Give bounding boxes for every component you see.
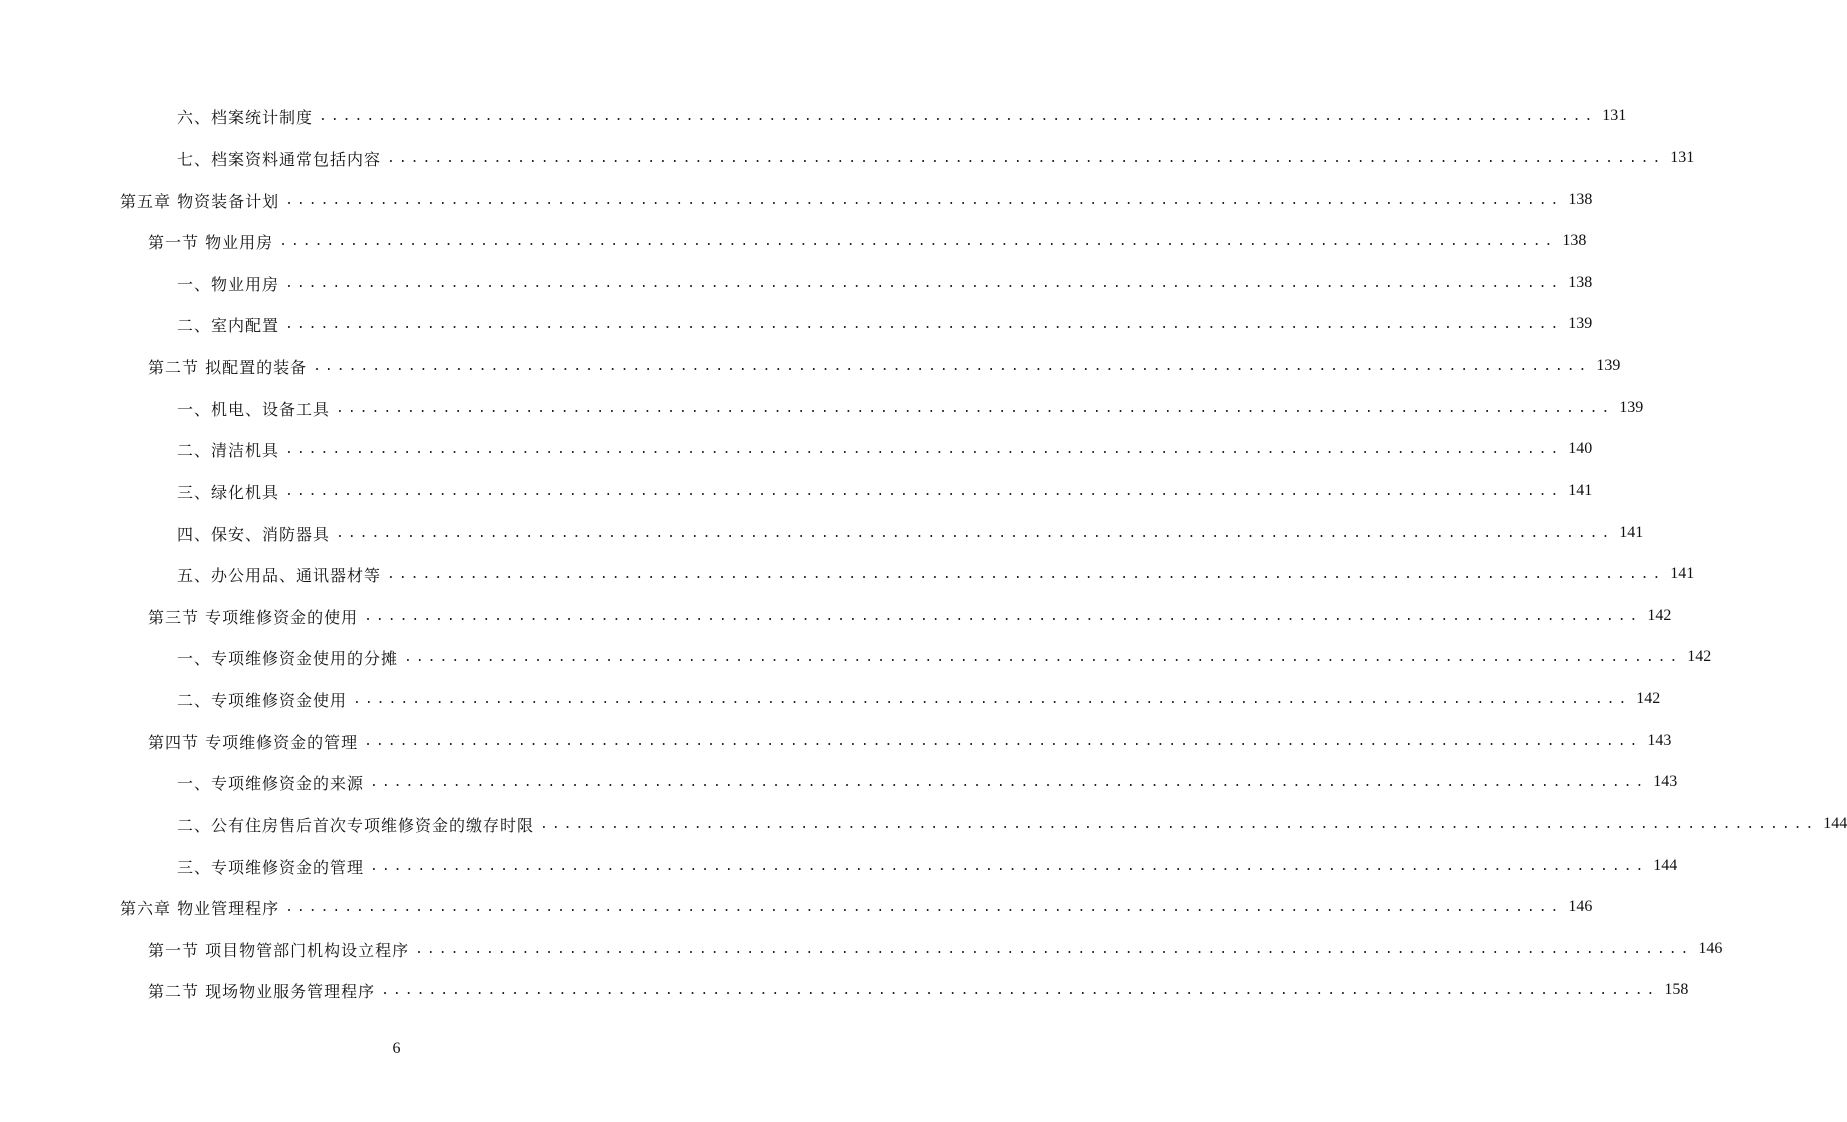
toc-entry[interactable] [120,180,1593,220]
page-number: 6 [392,1040,401,1057]
toc-entry-title: 二、专项维修资金使用 [177,690,348,710]
toc-entry-page: 144 [1823,815,1847,832]
dot-leader: ............................................................................................................ [285,441,1563,457]
toc-entry-title: 一、物业用房 [177,274,280,294]
dot-leader: ............................................................................................................ [540,816,1818,832]
dot-leader: ............................................................................................................ [279,233,1557,249]
toc-entry-page: 139 [1596,357,1621,374]
toc-entry[interactable] [177,388,1644,428]
toc-entry-page: 138 [1568,274,1593,291]
toc-entry-page: 141 [1619,524,1644,541]
toc-entry-page: 138 [1568,191,1593,208]
dot-leader: ............................................................................................................ [404,649,1682,665]
toc-entry-title: 二、室内配置 [177,315,280,335]
toc-entry[interactable] [177,471,1593,511]
toc-entry-title: 第三节 专项维修资金的使用 [148,607,359,627]
toc-entry-title: 七、档案资料通常包括内容 [177,149,382,169]
toc-entry[interactable] [177,513,1644,553]
toc-entry[interactable] [177,762,1678,802]
toc-entry[interactable] [148,346,1621,386]
dot-leader: ............................................................................................................ [336,400,1614,416]
toc-entry[interactable] [120,887,1593,927]
toc-entry[interactable] [177,804,1847,844]
toc-entry-page: 139 [1568,315,1593,332]
dot-leader: ............................................................................................................ [285,275,1563,291]
dot-leader: ............................................................................................................ [285,483,1563,499]
toc-entry-title: 二、清洁机具 [177,440,280,460]
toc-entry-page: 144 [1653,857,1678,874]
toc-entry[interactable] [148,929,1723,969]
dot-leader: ............................................................................................................ [364,733,1642,749]
toc-entry-page: 142 [1687,648,1712,665]
dot-leader: ............................................................................................................ [285,316,1563,332]
toc-entry-title: 第六章 物业管理程序 [120,898,280,918]
dot-leader: ............................................................................................................ [285,192,1563,208]
toc-entry-title: 第二节 现场物业服务管理程序 [148,981,376,1001]
dot-leader: ............................................................................................................ [370,858,1648,874]
toc-entry[interactable] [148,596,1672,636]
toc-entry[interactable] [148,721,1672,761]
toc-entry-page: 142 [1636,690,1661,707]
dot-leader: ............................................................................................................ [285,899,1563,915]
toc-entry-title: 三、绿化机具 [177,482,280,502]
toc-entry-title: 三、专项维修资金的管理 [177,857,365,877]
toc-entry-page: 141 [1670,565,1695,582]
dot-leader: ............................................................................................................ [364,608,1642,624]
toc-entry[interactable] [177,846,1678,886]
toc-entry-page: 143 [1647,732,1672,749]
toc-entry[interactable] [177,263,1593,303]
toc-entry-page: 140 [1568,440,1593,457]
toc-entry-title: 第一节 物业用房 [148,232,274,252]
toc-entry-page: 146 [1698,940,1723,957]
toc-entry-title: 第二节 拟配置的装备 [148,357,308,377]
dot-leader: ............................................................................................................ [415,941,1693,957]
toc-entry-title: 五、办公用品、通讯器材等 [177,565,382,585]
dot-leader: ............................................................................................................ [313,358,1591,374]
toc-entry-page: 141 [1568,482,1593,499]
toc-entry-title: 六、档案统计制度 [177,107,314,127]
toc-entry-title: 第一节 项目物管部门机构设立程序 [148,940,410,960]
toc-entry-title: 二、公有住房售后首次专项维修资金的缴存时限 [177,815,535,835]
toc-entry-title: 一、专项维修资金的来源 [177,773,365,793]
toc-entry[interactable] [177,679,1661,719]
dot-leader: ............................................................................................................ [336,525,1614,541]
dot-leader: ............................................................................................................ [370,774,1648,790]
toc-entry-page: 138 [1562,232,1587,249]
toc-entry-title: 一、机电、设备工具 [177,399,331,419]
dot-leader: ............................................................................................................ [353,691,1631,707]
toc-entry-page: 146 [1568,898,1593,915]
toc-entry[interactable] [177,554,1695,594]
toc-entry-page: 139 [1619,399,1644,416]
toc-entry[interactable] [177,637,1712,677]
toc-entry-title: 四、保安、消防器具 [177,524,331,544]
dot-leader: ............................................................................................................ [387,566,1665,582]
toc-entry-page: 143 [1653,773,1678,790]
toc-entry-page: 131 [1602,107,1627,124]
dot-leader: ............................................................................................................ [387,150,1665,166]
dot-leader: ............................................................................................................ [319,108,1597,124]
toc-entry-title: 一、专项维修资金使用的分摊 [177,648,399,668]
toc-entry[interactable] [177,304,1593,344]
toc-entry-title: 第四节 专项维修资金的管理 [148,732,359,752]
toc-entry[interactable] [148,970,1689,1010]
toc-entry-page: 131 [1670,149,1695,166]
dot-leader: ............................................................................................................ [381,982,1659,998]
toc-entry[interactable] [177,96,1627,136]
toc-entry[interactable] [177,429,1593,469]
toc-entry[interactable] [148,221,1587,261]
toc-entry-page: 142 [1647,607,1672,624]
toc-entry[interactable] [177,138,1695,178]
toc-entry-title: 第五章 物资装备计划 [120,191,280,211]
toc-entry-page: 158 [1664,981,1689,998]
